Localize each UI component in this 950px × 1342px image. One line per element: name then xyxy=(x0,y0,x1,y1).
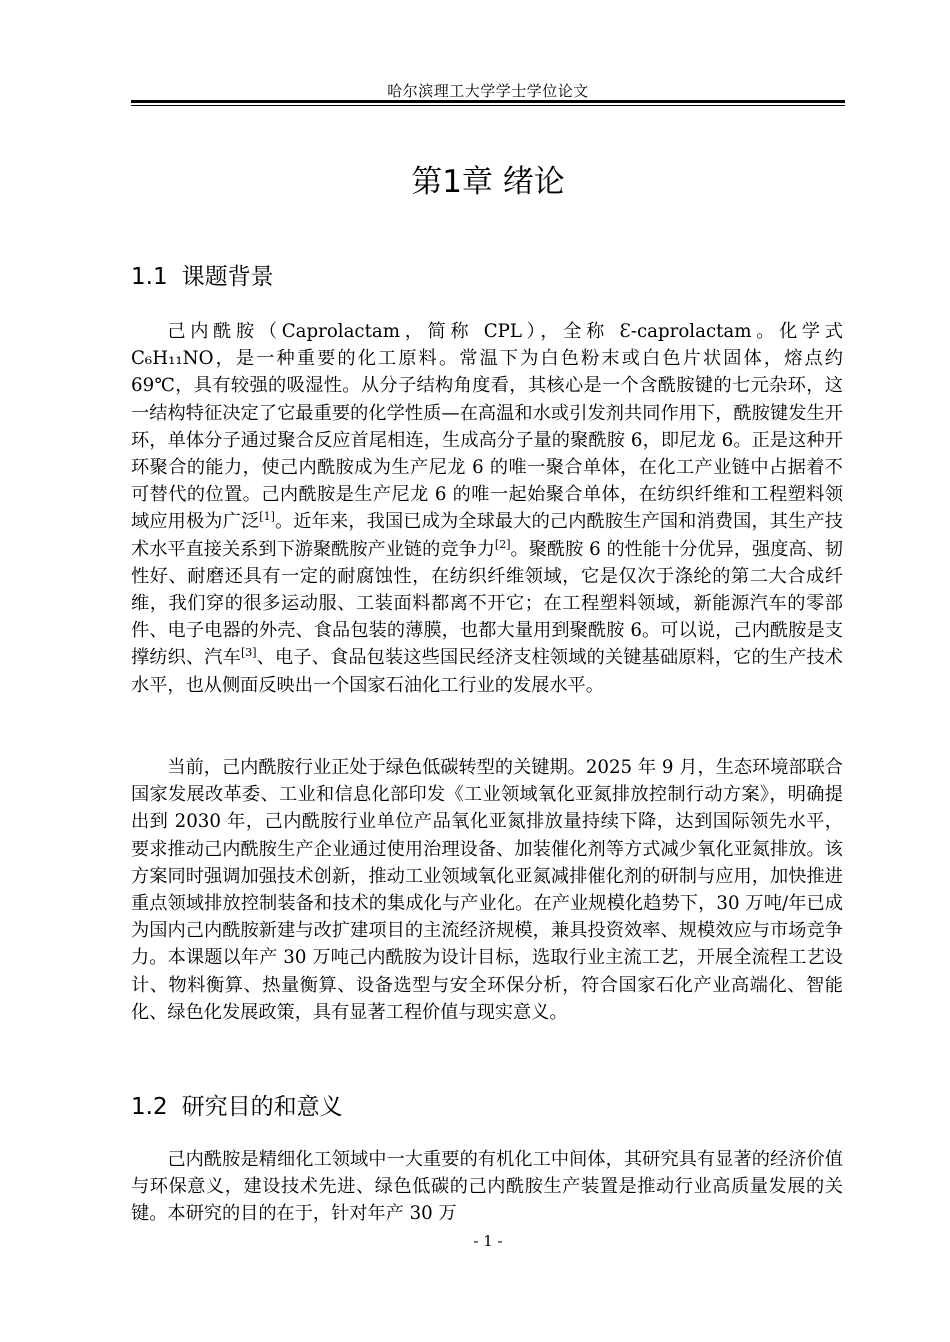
citation-ref[interactable]: [3] xyxy=(240,646,257,660)
section-title: 课题背景 xyxy=(181,264,274,290)
header-rule-thick xyxy=(131,100,845,103)
page-number: - 1 - xyxy=(473,1232,503,1250)
section-number: 1.1 xyxy=(131,264,168,290)
section-number: 1.2 xyxy=(131,1094,168,1120)
section-heading-1-2 xyxy=(131,1088,343,1121)
paragraph-purpose-1: 己内酰胺是精细化工领域中一大重要的有机化工中间体，其研究具有显著的经济价值与环保意义，建设技术先进、绿色低碳的己内酰胺生产装置是推动行业高质量发展的关键。本研究的目的在于，针对年产 30 万 xyxy=(131,1149,843,1225)
paragraph-text: 。近年来，我国已成为全球最大的己内酰胺生产国和消费国，其生产技术水平直接关系到下游聚酰胺产业链的竞争力 xyxy=(131,511,843,560)
paragraph-text: 、电子、食品包装这些国民经济支柱领域的关键基础原料，它的生产技术水平，也从侧面反映出一个国家石油化工行业的发展水平。 xyxy=(131,647,843,696)
section-heading-1-1 xyxy=(131,258,274,291)
paragraph-background-1 xyxy=(131,318,843,699)
paragraph-background-2: 当前，己内酰胺行业正处于绿色低碳转型的关键期。2025 年 9 月，生态环境部联合国家发展改革委、工业和信息化部印发《工业领域氧化亚氮排放控制行动方案》，明确提出到 2030 年，己内酰胺行业单位产品氧化亚氮排放量持续下降，达到国际领先水平，要求推动己内酰胺生产企业通过使用治理设备、加装催化剂等方式减少氧化亚氮排放。该方案同时强调加强技术创新，推动工业领域氧化亚氮减排催化剂的研制与应用，加快推进重点领域排放控制装备和技术的集成化与产业化。在产业规模化趋势下，30 万吨/年已成为国内己内酰胺新建与改扩建项目的主流经济规模，兼具投资效率、规模效应与市场竞争力。本课题以年产 30 万吨己内酰胺为设计目标，选取行业主流工艺，开展全流程工艺设计、物料衡算、热量衡算、设备选型与安全环保分析，符合国家石化产业高端化、智能化、绿色化发展政策，具有显著工程价值与现实意义。 xyxy=(131,757,843,1023)
section-title: 研究目的和意义 xyxy=(181,1094,343,1120)
header-rule-thin xyxy=(131,105,845,106)
paragraph-text: 。聚酰胺 6 的性能十分优异，强度高、韧性好、耐磨还具有一定的耐腐蚀性，在纺织纤维领域，它是仅次于涤纶的第二大合成纤维，我们穿的很多运动服、工装面料都离不开它；在工程塑料领域，新能源汽车的零部件、电子电器的外壳、食品包装的薄膜，也都大量用到聚酰胺 6。可以说，己内酰胺是支撑纺织、汽车 xyxy=(131,538,843,669)
citation-ref[interactable]: [2] xyxy=(494,537,511,551)
paragraph-text: 己内酰胺（Caprolactam，简称 CPL），全称 Ɛ-caprolactam。化学式 C₆H₁₁NO，是一种重要的化工原料。常温下为白色粉末或白色片状固体，熔点约 69℃，具有较强的吸湿性。从分子结构角度看，其核心是一个含酰胺键的七元杂环，这一结构特征决定了它最重要的化学性质—在高温和水或引发剂共同作用下，酰胺键发生开环，单体分子通过聚合反应首尾相连，生成高分子量的聚酰胺 6，即尼龙 6。正是这种开环聚合的能力，使己内酰胺成为生产尼龙 6 的唯一聚合单体，在化工产业链中占据着不可替代的位置。己内酰胺是生产尼龙 6 的唯一起始聚合单体，在纺织纤维和工程塑料领域应用极为广泛 xyxy=(131,321,843,533)
citation-ref[interactable]: [1] xyxy=(259,510,275,524)
running-header: 哈尔滨理工大学学士学位论文 xyxy=(387,82,589,100)
chapter-title: 第1章 绪论 xyxy=(411,164,565,200)
